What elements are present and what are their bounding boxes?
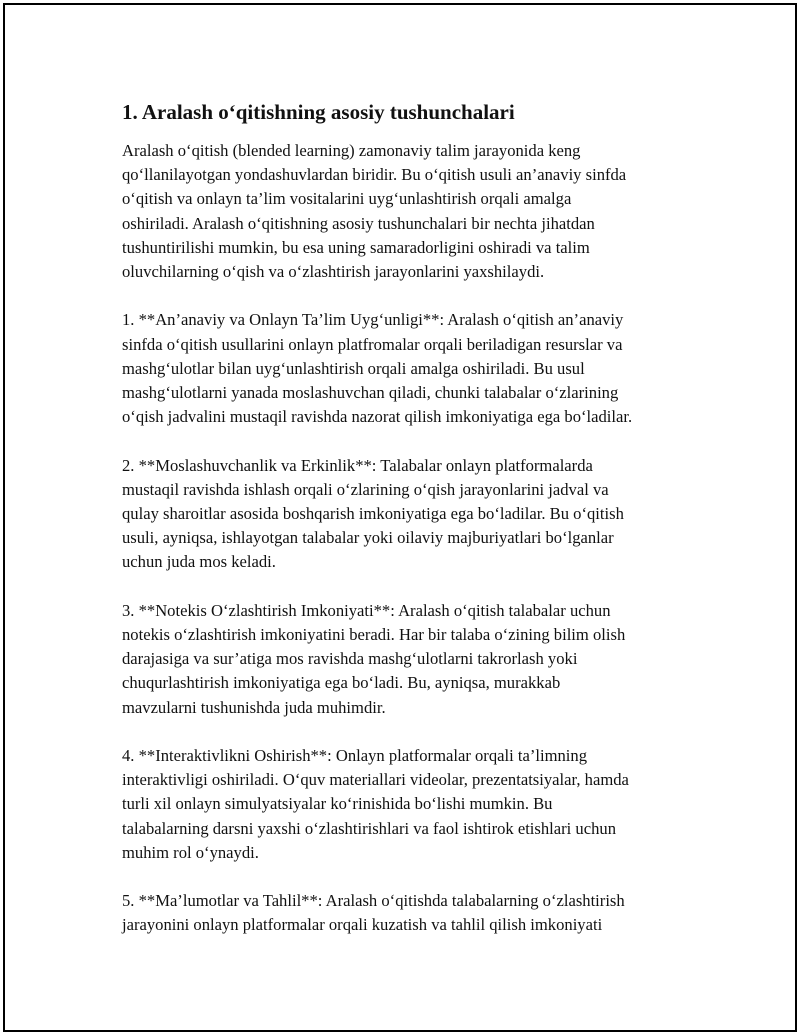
paragraph-line: usuli, ayniqsa, ishlayotgan talabalar yoki oilaviy majburiyatlari bo‘lganlar (122, 528, 614, 548)
paragraph-line: interaktivligi oshiriladi. O‘quv materiallari videolar, prezentatsiyalar, hamda (122, 770, 629, 790)
paragraph-line: 2. **Moslashuvchanlik va Erkinlik**: Talabalar onlayn platformalarda (122, 455, 593, 475)
paragraph-line: jarayonini onlayn platformalar orqali kuzatish va tahlil qilish imkoniyati (122, 915, 603, 935)
point-4-paragraph (122, 744, 697, 865)
point-2-paragraph (122, 454, 697, 575)
paragraph-line: talabalarning darsni yaxshi o‘zlashtirishlari va faol ishtirok etishlari uchun (122, 818, 616, 838)
point-1-paragraph (122, 308, 697, 429)
paragraph-line: Aralash o‘qitish (blended learning) zamonaviy talim jarayonida keng (122, 141, 581, 160)
paragraph-line: 5. **Ma’lumotlar va Tahlil**: Aralash o‘qitishda talabalarning o‘zlashtirish (122, 891, 625, 911)
paragraph-line: oluvchilarning o‘qish va o‘zlashtirish jarayonlarini yaxshilaydi. (122, 262, 545, 282)
paragraph-line: 4. **Interaktivlikni Oshirish**: Onlayn platformalar orqali ta’limning (122, 746, 587, 766)
paragraph-line: mavzularni tushunishda juda muhimdir. (122, 697, 386, 717)
paragraph-line: mustaqil ravishda ishlash orqali o‘zlarining o‘qish jarayonlarini jadval va (122, 479, 609, 499)
intro-paragraph (122, 139, 697, 284)
paragraph-line: tushuntirilishi mumkin, bu esa uning samaradorligini oshiradi va talim (122, 237, 590, 257)
point-3-paragraph (122, 599, 697, 720)
paragraph-line: chuqurlashtirish imkoniyatiga ega bo‘ladi. Bu, ayniqsa, murakkab (122, 673, 561, 693)
document-body (122, 99, 697, 962)
paragraph-line: uchun juda mos keladi. (122, 552, 276, 572)
paragraph-line: o‘qish jadvalini mustaqil ravishda nazorat qilish imkoniyatiga ega bo‘ladilar. (122, 407, 633, 427)
paragraph-line: mashg‘ulotlar bilan uyg‘unlashtirish orqali amalga oshiriladi. Bu usul (122, 358, 585, 378)
paragraph-line: turli xil onlayn simulyatsiyalar ko‘rinishida bo‘lishi mumkin. Bu (122, 794, 553, 814)
paragraph-line: qulay sharoitlar asosida boshqarish imkoniyatiga ega bo‘ladilar. Bu o‘qitish (122, 504, 624, 524)
paragraph-line: 1. **An’anaviy va Onlayn Ta’lim Uyg‘unligi**: Aralash o‘qitish an’anaviy (122, 310, 624, 330)
paragraph-line: muhim rol o‘ynaydi. (122, 842, 259, 862)
paragraph-line: oshiriladi. Aralash o‘qitishning asosiy tushunchalari bir nechta jihatdan (122, 213, 595, 233)
paragraph-line: sinfda o‘qitish usullarini onlayn platfromalar orqali beriladigan resurslar va (122, 334, 623, 354)
paragraph-line: darajasiga va sur’atiga mos ravishda mashg‘ulotlarni takrorlash yoki (122, 649, 578, 669)
paragraph-line: qo‘llanilayotgan yondashuvlardan biridir. Bu o‘qitish usuli an’anaviy sinfda (122, 165, 627, 185)
paragraph-line: 3. **Notekis O‘zlashtirish Imkoniyati**: Aralash o‘qitish talabalar uchun (122, 600, 611, 620)
paragraph-line: notekis o‘zlashtirish imkoniyatini beradi. Har bir talaba o‘zining bilim olish (122, 625, 626, 645)
point-5-paragraph (122, 889, 697, 937)
page-frame (3, 3, 797, 1032)
paragraph-line: o‘qitish va onlayn ta’lim vositalarini uyg‘unlashtirish orqali amalga (122, 189, 572, 209)
paragraph-line: mashg‘ulotlarni yanada moslashuvchan qiladi, chunki talabalar o‘zlarining (122, 383, 619, 403)
section-heading: 1. Aralash o‘qitishning asosiy tushunchalari (122, 100, 515, 124)
